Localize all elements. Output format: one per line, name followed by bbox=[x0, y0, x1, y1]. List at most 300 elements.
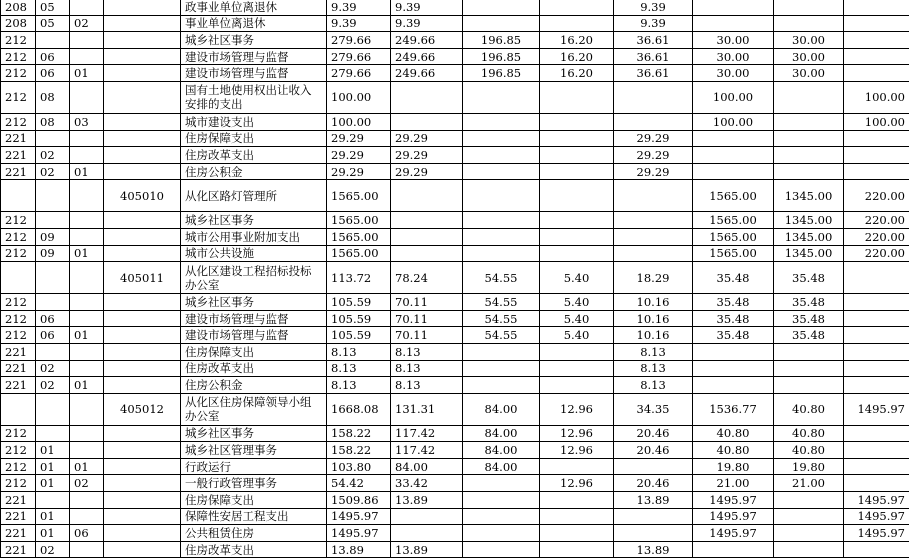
subitem-code-cell bbox=[70, 228, 104, 245]
other-basic-cell: 36.61 bbox=[614, 65, 693, 82]
unit-code-cell: 405012 bbox=[104, 393, 181, 425]
unit-code-cell bbox=[104, 65, 181, 82]
other-basic-cell: 20.46 bbox=[614, 425, 693, 442]
class-code-cell: 212 bbox=[1, 310, 36, 327]
subject-name-cell: 住房保障支出 bbox=[181, 343, 327, 360]
total-cell: 158.22 bbox=[327, 425, 391, 442]
class-code-cell: 212 bbox=[1, 458, 36, 475]
basic-subtotal-cell: 9.39 bbox=[391, 0, 463, 15]
subject-name-cell: 住房改革支出 bbox=[181, 360, 327, 377]
class-code-cell: 212 bbox=[1, 327, 36, 344]
unit-code-cell bbox=[104, 113, 181, 130]
project-b-cell: 1495.97 bbox=[844, 525, 909, 542]
subject-name-cell: 保障性安居工程支出 bbox=[181, 508, 327, 525]
project-subtotal-cell: 1565.00 bbox=[693, 180, 774, 212]
table-row bbox=[1, 15, 909, 32]
basic-subtotal-cell: 117.42 bbox=[391, 442, 463, 459]
basic-subtotal-cell: 249.66 bbox=[391, 32, 463, 49]
other-basic-cell: 34.35 bbox=[614, 393, 693, 425]
subject-name-cell: 城乡社区事务 bbox=[181, 294, 327, 311]
table-row bbox=[1, 327, 909, 344]
other-basic-cell: 36.61 bbox=[614, 48, 693, 65]
subitem-code-cell bbox=[70, 32, 104, 49]
subject-name-cell: 城市公用事业附加支出 bbox=[181, 228, 327, 245]
project-b-cell: 220.00 bbox=[844, 228, 909, 245]
project-subtotal-cell bbox=[693, 163, 774, 180]
item-code-cell: 01 bbox=[36, 525, 70, 542]
project-subtotal-cell bbox=[693, 130, 774, 147]
table-row bbox=[1, 262, 909, 294]
project-b-cell bbox=[844, 147, 909, 164]
table-row bbox=[1, 163, 909, 180]
subject-name-cell: 城市公共设施 bbox=[181, 245, 327, 262]
personnel-cell bbox=[463, 377, 540, 394]
table-row bbox=[1, 294, 909, 311]
project-subtotal-cell bbox=[693, 360, 774, 377]
personnel-cell bbox=[463, 343, 540, 360]
basic-subtotal-cell: 29.29 bbox=[391, 130, 463, 147]
table-row bbox=[1, 310, 909, 327]
item-code-cell: 01 bbox=[36, 508, 70, 525]
basic-subtotal-cell bbox=[391, 228, 463, 245]
project-subtotal-cell bbox=[693, 343, 774, 360]
item-code-cell: 08 bbox=[36, 81, 70, 113]
unit-code-cell bbox=[104, 360, 181, 377]
total-cell: 29.29 bbox=[327, 147, 391, 164]
project-b-cell bbox=[844, 163, 909, 180]
item-code-cell bbox=[36, 393, 70, 425]
other-basic-cell bbox=[614, 458, 693, 475]
table-row bbox=[1, 130, 909, 147]
subitem-code-cell bbox=[70, 0, 104, 15]
project-subtotal-cell: 1495.97 bbox=[693, 508, 774, 525]
total-cell: 1495.97 bbox=[327, 508, 391, 525]
subitem-code-cell bbox=[70, 343, 104, 360]
project-b-cell bbox=[844, 65, 909, 82]
project-a-cell bbox=[774, 377, 844, 394]
item-code-cell: 02 bbox=[36, 541, 70, 558]
table-row bbox=[1, 245, 909, 262]
table-row bbox=[1, 425, 909, 442]
item-code-cell: 05 bbox=[36, 0, 70, 15]
project-b-cell bbox=[844, 541, 909, 558]
project-subtotal-cell: 1565.00 bbox=[693, 228, 774, 245]
item-code-cell: 08 bbox=[36, 113, 70, 130]
class-code-cell: 212 bbox=[1, 425, 36, 442]
unit-code-cell bbox=[104, 294, 181, 311]
subject-name-cell: 从化区路灯管理所 bbox=[181, 180, 327, 212]
basic-subtotal-cell: 70.11 bbox=[391, 310, 463, 327]
class-code-cell: 212 bbox=[1, 475, 36, 492]
personnel-cell: 84.00 bbox=[463, 458, 540, 475]
personnel-cell: 54.55 bbox=[463, 310, 540, 327]
project-subtotal-cell: 35.48 bbox=[693, 262, 774, 294]
public-expense-cell: 5.40 bbox=[540, 310, 614, 327]
basic-subtotal-cell: 70.11 bbox=[391, 327, 463, 344]
unit-code-cell bbox=[104, 147, 181, 164]
personnel-cell: 84.00 bbox=[463, 393, 540, 425]
subitem-code-cell: 01 bbox=[70, 327, 104, 344]
class-code-cell: 221 bbox=[1, 130, 36, 147]
other-basic-cell bbox=[614, 180, 693, 212]
unit-code-cell bbox=[104, 475, 181, 492]
class-code-cell bbox=[1, 393, 36, 425]
project-b-cell bbox=[844, 48, 909, 65]
unit-code-cell: 405010 bbox=[104, 180, 181, 212]
class-code-cell: 212 bbox=[1, 113, 36, 130]
subitem-code-cell: 02 bbox=[70, 15, 104, 32]
other-basic-cell: 20.46 bbox=[614, 442, 693, 459]
subject-name-cell: 住房改革支出 bbox=[181, 147, 327, 164]
project-a-cell bbox=[774, 15, 844, 32]
table-row bbox=[1, 442, 909, 459]
other-basic-cell: 13.89 bbox=[614, 541, 693, 558]
project-a-cell bbox=[774, 492, 844, 509]
other-basic-cell bbox=[614, 245, 693, 262]
personnel-cell: 196.85 bbox=[463, 65, 540, 82]
project-subtotal-cell bbox=[693, 377, 774, 394]
basic-subtotal-cell: 249.66 bbox=[391, 48, 463, 65]
personnel-cell bbox=[463, 15, 540, 32]
project-subtotal-cell: 19.80 bbox=[693, 458, 774, 475]
other-basic-cell: 29.29 bbox=[614, 163, 693, 180]
public-expense-cell: 5.40 bbox=[540, 294, 614, 311]
project-b-cell: 220.00 bbox=[844, 245, 909, 262]
item-code-cell bbox=[36, 180, 70, 212]
subitem-code-cell: 01 bbox=[70, 377, 104, 394]
public-expense-cell: 12.96 bbox=[540, 442, 614, 459]
public-expense-cell bbox=[540, 113, 614, 130]
class-code-cell: 221 bbox=[1, 147, 36, 164]
other-basic-cell: 10.16 bbox=[614, 310, 693, 327]
other-basic-cell: 29.29 bbox=[614, 147, 693, 164]
item-code-cell: 02 bbox=[36, 147, 70, 164]
class-code-cell: 212 bbox=[1, 48, 36, 65]
table-row bbox=[1, 508, 909, 525]
unit-code-cell bbox=[104, 32, 181, 49]
item-code-cell: 06 bbox=[36, 327, 70, 344]
table-row bbox=[1, 377, 909, 394]
project-b-cell bbox=[844, 475, 909, 492]
project-a-cell bbox=[774, 360, 844, 377]
basic-subtotal-cell bbox=[391, 81, 463, 113]
table-row bbox=[1, 0, 909, 15]
other-basic-cell: 10.16 bbox=[614, 294, 693, 311]
item-code-cell: 09 bbox=[36, 245, 70, 262]
unit-code-cell bbox=[104, 212, 181, 229]
project-subtotal-cell: 1565.00 bbox=[693, 212, 774, 229]
project-a-cell: 1345.00 bbox=[774, 228, 844, 245]
subject-name-cell: 住房改革支出 bbox=[181, 541, 327, 558]
item-code-cell: 06 bbox=[36, 48, 70, 65]
subject-name-cell: 从化区建设工程招标投标办公室 bbox=[181, 262, 327, 294]
project-subtotal-cell: 30.00 bbox=[693, 65, 774, 82]
public-expense-cell bbox=[540, 212, 614, 229]
total-cell: 8.13 bbox=[327, 343, 391, 360]
project-subtotal-cell: 30.00 bbox=[693, 32, 774, 49]
project-a-cell: 21.00 bbox=[774, 475, 844, 492]
table-row bbox=[1, 525, 909, 542]
project-b-cell: 1495.97 bbox=[844, 393, 909, 425]
class-code-cell: 212 bbox=[1, 228, 36, 245]
unit-code-cell bbox=[104, 130, 181, 147]
public-expense-cell: 12.96 bbox=[540, 475, 614, 492]
table-row bbox=[1, 212, 909, 229]
project-a-cell: 1345.00 bbox=[774, 212, 844, 229]
item-code-cell bbox=[36, 343, 70, 360]
project-a-cell bbox=[774, 81, 844, 113]
public-expense-cell bbox=[540, 343, 614, 360]
other-basic-cell: 8.13 bbox=[614, 343, 693, 360]
basic-subtotal-cell: 9.39 bbox=[391, 15, 463, 32]
project-subtotal-cell bbox=[693, 15, 774, 32]
project-subtotal-cell: 40.80 bbox=[693, 442, 774, 459]
subitem-code-cell: 01 bbox=[70, 245, 104, 262]
basic-subtotal-cell: 8.13 bbox=[391, 360, 463, 377]
project-subtotal-cell: 1565.00 bbox=[693, 245, 774, 262]
personnel-cell: 84.00 bbox=[463, 442, 540, 459]
total-cell: 29.29 bbox=[327, 163, 391, 180]
project-a-cell bbox=[774, 525, 844, 542]
personnel-cell bbox=[463, 180, 540, 212]
subitem-code-cell: 06 bbox=[70, 525, 104, 542]
class-code-cell: 212 bbox=[1, 65, 36, 82]
other-basic-cell bbox=[614, 113, 693, 130]
project-a-cell: 30.00 bbox=[774, 65, 844, 82]
unit-code-cell bbox=[104, 310, 181, 327]
project-b-cell bbox=[844, 327, 909, 344]
table-row bbox=[1, 475, 909, 492]
public-expense-cell: 5.40 bbox=[540, 327, 614, 344]
basic-subtotal-cell bbox=[391, 212, 463, 229]
subitem-code-cell bbox=[70, 310, 104, 327]
public-expense-cell bbox=[540, 163, 614, 180]
unit-code-cell bbox=[104, 0, 181, 15]
project-b-cell bbox=[844, 15, 909, 32]
public-expense-cell bbox=[540, 130, 614, 147]
project-b-cell: 1495.97 bbox=[844, 508, 909, 525]
basic-subtotal-cell: 8.13 bbox=[391, 343, 463, 360]
other-basic-cell bbox=[614, 81, 693, 113]
total-cell: 1565.00 bbox=[327, 228, 391, 245]
public-expense-cell bbox=[540, 245, 614, 262]
project-subtotal-cell: 21.00 bbox=[693, 475, 774, 492]
subitem-code-cell bbox=[70, 442, 104, 459]
project-a-cell bbox=[774, 130, 844, 147]
subitem-code-cell bbox=[70, 81, 104, 113]
subitem-code-cell: 01 bbox=[70, 65, 104, 82]
subitem-code-cell bbox=[70, 360, 104, 377]
unit-code-cell bbox=[104, 458, 181, 475]
public-expense-cell: 16.20 bbox=[540, 48, 614, 65]
table-row bbox=[1, 228, 909, 245]
other-basic-cell bbox=[614, 508, 693, 525]
subitem-code-cell bbox=[70, 294, 104, 311]
total-cell: 54.42 bbox=[327, 475, 391, 492]
total-cell: 1509.86 bbox=[327, 492, 391, 509]
other-basic-cell: 18.29 bbox=[614, 262, 693, 294]
subitem-code-cell bbox=[70, 262, 104, 294]
class-code-cell: 212 bbox=[1, 442, 36, 459]
table-row bbox=[1, 458, 909, 475]
project-b-cell bbox=[844, 310, 909, 327]
total-cell: 113.72 bbox=[327, 262, 391, 294]
other-basic-cell: 36.61 bbox=[614, 32, 693, 49]
project-subtotal-cell: 100.00 bbox=[693, 113, 774, 130]
public-expense-cell bbox=[540, 228, 614, 245]
subject-name-cell: 政事业单位离退休 bbox=[181, 0, 327, 15]
subitem-code-cell bbox=[70, 180, 104, 212]
class-code-cell: 212 bbox=[1, 32, 36, 49]
subject-name-cell: 住房公积金 bbox=[181, 163, 327, 180]
project-a-cell bbox=[774, 508, 844, 525]
subject-name-cell: 建设市场管理与监督 bbox=[181, 48, 327, 65]
basic-subtotal-cell: 29.29 bbox=[391, 147, 463, 164]
total-cell: 105.59 bbox=[327, 310, 391, 327]
project-subtotal-cell: 35.48 bbox=[693, 294, 774, 311]
other-basic-cell: 10.16 bbox=[614, 327, 693, 344]
public-expense-cell bbox=[540, 360, 614, 377]
other-basic-cell: 13.89 bbox=[614, 492, 693, 509]
other-basic-cell bbox=[614, 228, 693, 245]
personnel-cell bbox=[463, 475, 540, 492]
public-expense-cell bbox=[540, 0, 614, 15]
project-a-cell: 40.80 bbox=[774, 393, 844, 425]
class-code-cell: 221 bbox=[1, 492, 36, 509]
project-subtotal-cell: 100.00 bbox=[693, 81, 774, 113]
item-code-cell: 02 bbox=[36, 163, 70, 180]
item-code-cell bbox=[36, 130, 70, 147]
item-code-cell bbox=[36, 294, 70, 311]
item-code-cell: 06 bbox=[36, 310, 70, 327]
table-row bbox=[1, 81, 909, 113]
total-cell: 100.00 bbox=[327, 81, 391, 113]
total-cell: 13.89 bbox=[327, 541, 391, 558]
project-a-cell: 30.00 bbox=[774, 48, 844, 65]
project-subtotal-cell bbox=[693, 147, 774, 164]
subject-name-cell: 建设市场管理与监督 bbox=[181, 327, 327, 344]
unit-code-cell bbox=[104, 343, 181, 360]
table-row bbox=[1, 393, 909, 425]
project-a-cell: 35.48 bbox=[774, 294, 844, 311]
total-cell: 105.59 bbox=[327, 294, 391, 311]
total-cell: 279.66 bbox=[327, 65, 391, 82]
project-b-cell bbox=[844, 360, 909, 377]
project-a-cell bbox=[774, 541, 844, 558]
basic-subtotal-cell: 249.66 bbox=[391, 65, 463, 82]
item-code-cell bbox=[36, 32, 70, 49]
project-a-cell: 40.80 bbox=[774, 425, 844, 442]
class-code-cell: 208 bbox=[1, 0, 36, 15]
subject-name-cell: 公共租赁住房 bbox=[181, 525, 327, 542]
unit-code-cell bbox=[104, 228, 181, 245]
subject-name-cell: 行政运行 bbox=[181, 458, 327, 475]
class-code-cell: 212 bbox=[1, 212, 36, 229]
personnel-cell bbox=[463, 113, 540, 130]
item-code-cell: 02 bbox=[36, 377, 70, 394]
unit-code-cell bbox=[104, 541, 181, 558]
total-cell: 1495.97 bbox=[327, 525, 391, 542]
item-code-cell: 01 bbox=[36, 458, 70, 475]
subject-name-cell: 一般行政管理事务 bbox=[181, 475, 327, 492]
basic-subtotal-cell: 117.42 bbox=[391, 425, 463, 442]
class-code-cell: 221 bbox=[1, 508, 36, 525]
project-a-cell: 35.48 bbox=[774, 327, 844, 344]
personnel-cell bbox=[463, 130, 540, 147]
project-b-cell bbox=[844, 458, 909, 475]
subject-name-cell: 城乡社区管理事务 bbox=[181, 442, 327, 459]
basic-subtotal-cell: 70.11 bbox=[391, 294, 463, 311]
total-cell: 8.13 bbox=[327, 377, 391, 394]
project-a-cell: 35.48 bbox=[774, 310, 844, 327]
subject-name-cell: 城乡社区事务 bbox=[181, 32, 327, 49]
subject-name-cell: 城乡社区事务 bbox=[181, 425, 327, 442]
project-a-cell bbox=[774, 113, 844, 130]
subitem-code-cell bbox=[70, 212, 104, 229]
public-expense-cell bbox=[540, 541, 614, 558]
public-expense-cell bbox=[540, 525, 614, 542]
unit-code-cell bbox=[104, 245, 181, 262]
class-code-cell: 221 bbox=[1, 541, 36, 558]
unit-code-cell: 405011 bbox=[104, 262, 181, 294]
project-b-cell bbox=[844, 0, 909, 15]
item-code-cell: 01 bbox=[36, 475, 70, 492]
public-expense-cell: 16.20 bbox=[540, 32, 614, 49]
unit-code-cell bbox=[104, 425, 181, 442]
subitem-code-cell bbox=[70, 541, 104, 558]
subitem-code-cell: 02 bbox=[70, 475, 104, 492]
project-a-cell bbox=[774, 0, 844, 15]
unit-code-cell bbox=[104, 492, 181, 509]
basic-subtotal-cell bbox=[391, 113, 463, 130]
personnel-cell bbox=[463, 147, 540, 164]
subitem-code-cell bbox=[70, 130, 104, 147]
item-code-cell bbox=[36, 262, 70, 294]
personnel-cell: 196.85 bbox=[463, 32, 540, 49]
personnel-cell: 54.55 bbox=[463, 294, 540, 311]
table-row bbox=[1, 32, 909, 49]
subject-name-cell: 住房保障支出 bbox=[181, 492, 327, 509]
project-a-cell: 30.00 bbox=[774, 32, 844, 49]
personnel-cell: 196.85 bbox=[463, 48, 540, 65]
unit-code-cell bbox=[104, 508, 181, 525]
project-a-cell: 19.80 bbox=[774, 458, 844, 475]
project-subtotal-cell: 35.48 bbox=[693, 310, 774, 327]
basic-subtotal-cell: 131.31 bbox=[391, 393, 463, 425]
item-code-cell bbox=[36, 492, 70, 509]
class-code-cell: 221 bbox=[1, 525, 36, 542]
basic-subtotal-cell: 13.89 bbox=[391, 492, 463, 509]
class-code-cell: 208 bbox=[1, 15, 36, 32]
other-basic-cell: 29.29 bbox=[614, 130, 693, 147]
item-code-cell: 06 bbox=[36, 65, 70, 82]
subject-name-cell: 城市建设支出 bbox=[181, 113, 327, 130]
unit-code-cell bbox=[104, 327, 181, 344]
project-subtotal-cell: 1495.97 bbox=[693, 492, 774, 509]
personnel-cell bbox=[463, 508, 540, 525]
basic-subtotal-cell: 33.42 bbox=[391, 475, 463, 492]
project-b-cell: 100.00 bbox=[844, 113, 909, 130]
project-a-cell: 1345.00 bbox=[774, 245, 844, 262]
total-cell: 105.59 bbox=[327, 327, 391, 344]
item-code-cell: 09 bbox=[36, 228, 70, 245]
basic-subtotal-cell bbox=[391, 180, 463, 212]
project-b-cell: 100.00 bbox=[844, 81, 909, 113]
item-code-cell bbox=[36, 425, 70, 442]
table-row bbox=[1, 113, 909, 130]
project-b-cell: 1495.97 bbox=[844, 492, 909, 509]
subitem-code-cell: 03 bbox=[70, 113, 104, 130]
